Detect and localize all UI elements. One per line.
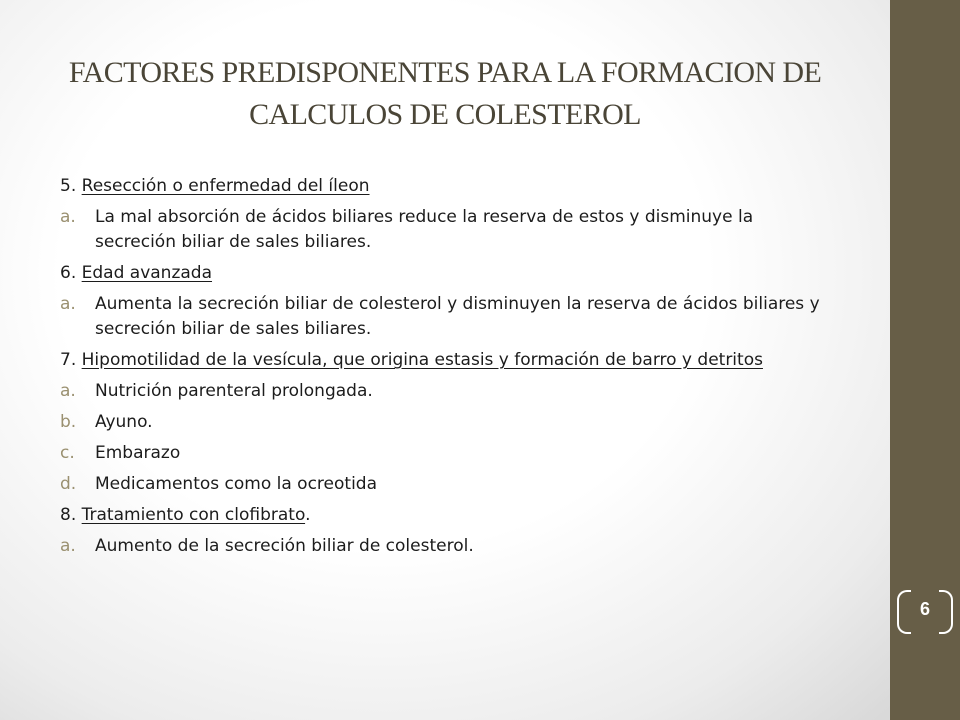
- section-8-heading: [60, 503, 820, 528]
- list-item: [60, 472, 820, 497]
- section-heading-text: Edad avanzada: [81, 263, 213, 283]
- list-item-text: Ayuno.: [95, 412, 153, 432]
- section-6-heading: [60, 261, 820, 286]
- list-item-text: Aumento de la secreción biliar de colesterol.: [95, 536, 474, 556]
- section-heading-text: Tratamiento con clofibrato: [81, 505, 306, 525]
- list-item-text: La mal absorción de ácidos biliares reduce la reserva de estos y disminuye la secreción biliar de sales biliares.: [95, 207, 754, 252]
- slide-content: [60, 174, 820, 565]
- section-heading-text: Hipomotilidad de la vesícula, que origina estasis y formación de barro y detritos: [81, 350, 763, 370]
- page-number: 6: [919, 599, 930, 619]
- list-item-text: Embarazo: [95, 443, 181, 463]
- list-item-text: Aumenta la secreción biliar de colesterol y disminuyen la reserva de ácidos biliares y secreción biliar de sales biliares.: [95, 294, 820, 339]
- section-number: 7.: [60, 350, 77, 370]
- list-marker: b.: [60, 412, 77, 432]
- list-marker: a.: [60, 381, 76, 401]
- list-item-text: Medicamentos como la ocreotida: [95, 474, 378, 494]
- list-marker: c.: [60, 443, 75, 463]
- section-number: 6.: [60, 263, 77, 283]
- section-heading-text: Resección o enfermedad del íleon: [81, 176, 370, 196]
- title-line-1: FACTORES PREDISPONENTES PARA LA FORMACION DE: [68, 56, 822, 89]
- list-item: [60, 534, 820, 559]
- list-item: [60, 292, 820, 342]
- section-7-heading: [60, 348, 820, 373]
- section-5-heading: [60, 174, 820, 199]
- page-number-badge: [897, 590, 953, 632]
- list-item: [60, 205, 820, 255]
- list-marker: a.: [60, 207, 76, 227]
- list-item: [60, 410, 820, 435]
- list-marker: d.: [60, 474, 77, 494]
- list-marker: a.: [60, 536, 76, 556]
- section-heading-suffix: .: [305, 505, 311, 525]
- list-item: [60, 441, 820, 466]
- list-item-text: Nutrición parenteral prolongada.: [95, 381, 373, 401]
- list-marker: a.: [60, 294, 76, 314]
- list-item: [60, 379, 820, 404]
- slide-title: [60, 52, 830, 136]
- section-number: 8.: [60, 505, 77, 525]
- title-line-2: CALCULOS DE COLESTEROL: [249, 98, 641, 131]
- section-number: 5.: [60, 176, 77, 196]
